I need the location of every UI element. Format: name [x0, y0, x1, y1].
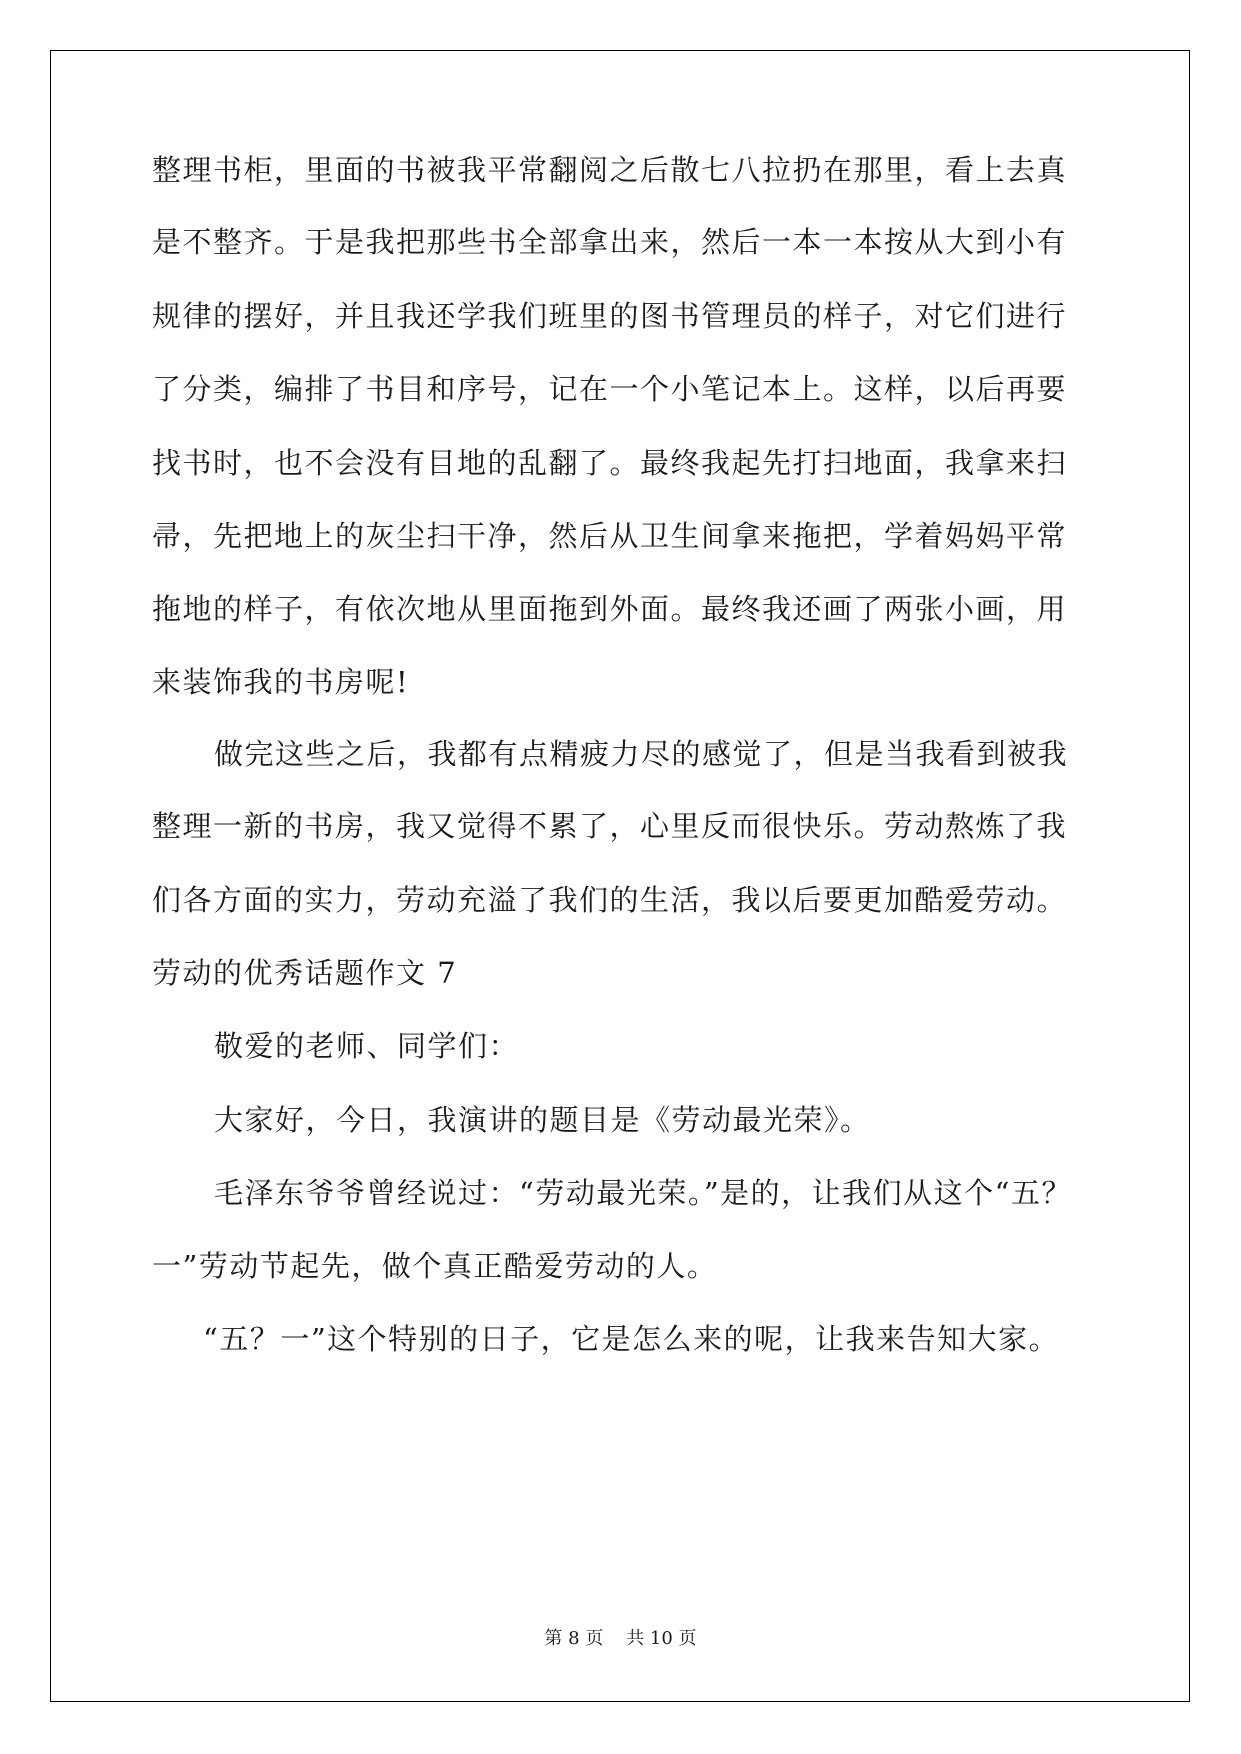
paragraph-start-line: 大家好，今日，我演讲的题目是《劳动最光荣》。 [214, 1103, 871, 1137]
body-text-line: 拖地的样子，有依次地从里面拖到外面。最终我还画了两张小画，用 [152, 592, 1068, 626]
paragraph-start-line: “五？一”这个特别的日子，它是怎么来的呢，让我来告知大家。 [203, 1322, 1060, 1356]
body-text-line: 了分类，编排了书目和序号，记在一个小笔记本上。这样，以后再要 [152, 372, 1068, 406]
body-text-line: 们各方面的实力，劳动充溢了我们的生活，我以后要更加酷爱劳动。 [152, 883, 1068, 917]
body-text-line: 规律的摆好，并且我还学我们班里的图书管理员的样子，对它们进行 [152, 299, 1068, 333]
body-text-line: 来装饰我的书房呢! [152, 665, 410, 699]
body-text-line: 找书时，也不会没有目地的乱翻了。最终我起先打扫地面，我拿来扫 [152, 446, 1068, 480]
body-text-line: 帚，先把地上的灰尘扫干净，然后从卫生间拿来拖把，学着妈妈平常 [152, 519, 1068, 553]
salutation-line: 敬爱的老师、同学们： [214, 1029, 520, 1063]
body-text-line: 是不整齐。于是我把那些书全部拿出来，然后一本一本按从大到小有 [152, 225, 1068, 259]
page-number-footer: 第 8 页 共 10 页 [544, 1628, 697, 1649]
paragraph-start-line: 毛泽东爷爷曾经说过：“劳动最光荣。”是的，让我们从这个“五？ [214, 1176, 1072, 1210]
section-heading: 劳动的优秀话题作文 7 [152, 956, 458, 990]
body-text-line: 整理一新的书房，我又觉得不累了，心里反而很快乐。劳动熬炼了我 [152, 809, 1068, 843]
body-text-line: 整理书柜，里面的书被我平常翻阅之后散七八拉扔在那里，看上去真 [152, 153, 1068, 187]
paragraph-start-line: 做完这些之后，我都有点精疲力尽的感觉了，但是当我看到被我 [214, 737, 1069, 771]
body-text-line: 一”劳动节起先，做个真正酷爱劳动的人。 [152, 1249, 718, 1283]
